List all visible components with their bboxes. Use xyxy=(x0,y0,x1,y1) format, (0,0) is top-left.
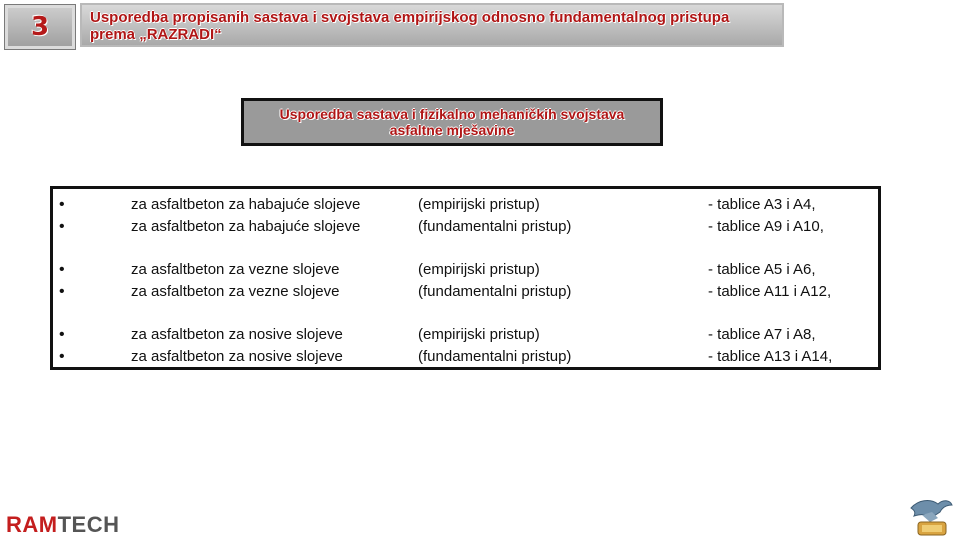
list-item-tables: - tablice A9 i A10, xyxy=(708,218,824,235)
list-item-layer: za asfaltbeton za habajuće slojeve xyxy=(131,218,361,235)
list-item-tables: - tablice A13 i A14, xyxy=(708,348,833,365)
list-item xyxy=(53,216,878,238)
list-item-tables: - tablice A3 i A4, xyxy=(708,196,816,213)
ramtech-logo xyxy=(6,512,120,536)
page-title-box xyxy=(80,3,784,47)
bullet: • xyxy=(59,348,65,365)
subtitle-line2: asfaltne mješavine xyxy=(389,122,515,138)
subtitle-line1: Usporedba sastava i fizikalno mehaničkih svojstava xyxy=(279,106,625,122)
bullet: • xyxy=(59,326,65,343)
slide-number-badge xyxy=(4,4,76,50)
list-item-layer: za asfaltbeton za nosive slojeve xyxy=(131,326,343,343)
list-item-layer: za asfaltbeton za vezne slojeve xyxy=(131,283,340,300)
page-title-line1: Usporedba propisanih sastava i svojstava empirijskog odnosno fundamentalnog pristupa xyxy=(90,9,730,26)
bullet: • xyxy=(59,218,65,235)
bullet: • xyxy=(59,196,65,213)
list-item-layer: za asfaltbeton za habajuće slojeve xyxy=(131,196,361,213)
list-item-layer: za asfaltbeton za vezne slojeve xyxy=(131,261,340,278)
list-item-approach: (fundamentalni pristup) xyxy=(418,218,572,235)
list-item-layer: za asfaltbeton za nosive slojeve xyxy=(131,348,343,365)
list-item-approach: (empirijski pristup) xyxy=(418,196,540,213)
slide-number: 3 xyxy=(30,12,50,42)
list-item-tables: - tablice A11 i A12, xyxy=(708,283,832,300)
list-item xyxy=(53,259,878,281)
logo-text-part1: RAM xyxy=(6,512,58,537)
list-item-approach: (empirijski pristup) xyxy=(418,261,540,278)
bullet-list-box xyxy=(50,186,881,370)
list-item-tables: - tablice A7 i A8, xyxy=(708,326,816,343)
list-item xyxy=(53,194,878,216)
page-title-line2: prema „RAZRADI“ xyxy=(90,26,222,43)
bullet: • xyxy=(59,261,65,278)
bullet: • xyxy=(59,283,65,300)
subtitle-box xyxy=(241,98,663,146)
list-item-tables: - tablice A5 i A6, xyxy=(708,261,816,278)
list-item-approach: (fundamentalni pristup) xyxy=(418,283,572,300)
list-item-approach: (fundamentalni pristup) xyxy=(418,348,572,365)
list-item xyxy=(53,281,878,303)
logo-text-part2: TECH xyxy=(57,512,120,537)
eagle-emblem-icon xyxy=(908,496,954,538)
list-item-approach: (empirijski pristup) xyxy=(418,326,540,343)
list-item xyxy=(53,346,878,368)
list-item xyxy=(53,324,878,346)
